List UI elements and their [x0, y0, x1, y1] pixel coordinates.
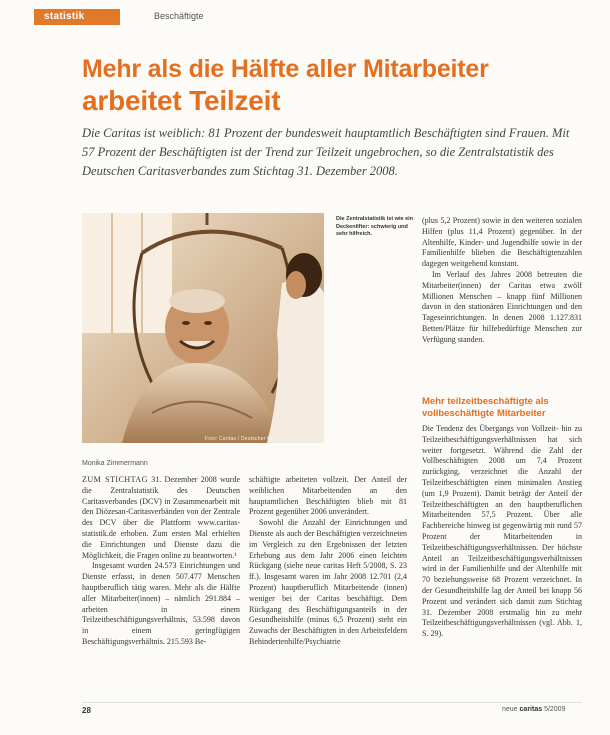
body-paragraph: Im Verlauf des Jahres 2008 betreuten die Mitarbeiter(innen) der Caritas etwa zwölf Millionen Menschen – knapp fünf Millionen davon in den stationären Einrichtungen und den Tageseinrichtungen. In denen 2008 1.127.831 Betten/Plätze für hilfebedürftige Menschen zur Verfügung standen.	[422, 269, 582, 344]
body-column-3-bottom	[422, 424, 582, 640]
photo-illustration	[82, 213, 324, 443]
article-subheading: Mehr teilzeitbeschäftigte als vollbeschäftigte Mitarbeiter	[422, 396, 549, 419]
author-name: Monika Zimmermann	[82, 460, 148, 467]
page-number: 28	[82, 706, 91, 715]
brand-prefix: neue	[502, 706, 518, 713]
lead-in-caps: ZUM STICHTAG	[82, 475, 148, 484]
section-label: Beschäftigte	[154, 11, 204, 21]
body-paragraph: schäftigte arbeiteten vollzeit. Der Anteil der weiblichen Mitarbeitenden an den hauptamtlichen Beschäftigten blieb mit 81 Prozent gegenüber 2006 unverändert.	[249, 475, 407, 517]
brand-name: caritas	[519, 706, 543, 713]
footer-brand	[502, 706, 565, 713]
body-column-1	[82, 475, 240, 648]
paragraph-text: 31. Dezember 2008 wurde die Zentralstatistik des Deutschen Caritasverbandes (DCV) in Zusammenarbeit mit den Diözesan-Caritasverbänden von der Zentrale des DCV über die Plattform www.caritas-statistik.de erhoben. Zum ersten Mal erhielten die Einrichtungen und Dienste dazu die Möglichkeit, die Fragen online zu beantworten.¹	[82, 475, 240, 560]
photo-caption: Die Zentralstatistik ist wie ein Deckenlifter: schwierig und sehr hilfreich.	[336, 216, 414, 237]
issue-number: 5/2009	[544, 706, 566, 713]
photo-credit: Foto: Caritas / Deutscher Caritasverband	[205, 436, 304, 442]
body-paragraph: Die Tendenz des Übergangs von Vollzeit- hin zu Teilzeitbeschäftigungsverhältnissen hat sich weiter fortgesetzt. Während die Zahl der Vollbeschäftigten 2008 um 7,4 Prozent zurückging, verzeichnet die Anzahl der Teilzeitbeschäftigten einen minimalen Anstieg (um 1,9 Prozent). Damit beträgt der Anteil der Teilzeitbeschäftigten an den hauptberuflichen Mitarbeitenden 57,5 Prozent. Über alle Fachbereiche hinweg ist gegenwärtig mit rund 57 Prozent der Mitarbeitenden in Teilzeitbeschäftigungsverhältnissen. Der höchste Anteil an Teilzeitbeschäftigungsverhältnissen wird in der Familienhilfe und der Altenhilfe mit 70 beziehungsweise 68 Prozent verzeichnet. In der Gesundheitshilfe lag der Anteil bei knapp 56 Prozent und verändert sich damit zum Stichtag 31. Dezember 2008 erstmalig hin zu mehr Teilzeitbeschäftigungsverhältnissen (vgl. Abb. 1, S. 29).	[422, 424, 582, 639]
headline-line-2: arbeitet Teilzeit	[82, 85, 281, 116]
headline-line-1: Mehr als die Hälfte aller Mitarbeiter	[82, 55, 489, 83]
body-paragraph	[82, 475, 240, 561]
article-headline	[82, 54, 592, 116]
article-lead: Die Caritas ist weiblich: 81 Prozent der bundesweit hauptamtlich Beschäftigten sind Frauen. Mit 57 Prozent der Beschäftigten ist der Trend zur Teilzeit ungebrochen, so die Zentralstatistik des Deutschen Caritasverbandes zum Stichtag 31. Dezember 2008.	[82, 126, 570, 178]
body-paragraph: Sowohl die Anzahl der Einrichtungen und Dienste als auch der Beschäftigten verzeichneten im Vergleich zu den Ergebnissen der letzten Erhebung aus dem Jahr 2006 einen leichten Rückgang (siehe neue caritas Heft 5/2008, S. 23 ff.). Insgesamt waren im Jahr 2008 12.701 (2,4 Prozent) hauptberuflich Mitarbeitende (innen) weniger bei der Caritas beschäftigt. Dem Rückgang des Beschäftigungsanteils in der Gesundheitshilfe (minus 6,5 Prozent) steht ein Zuwachs der Beschäftigten in den Arbeitsfeldern Behindertenhilfe/Psychiatrie	[249, 518, 407, 646]
section-tab: statistik	[34, 9, 120, 25]
body-paragraph: (plus 5,2 Prozent) sowie in den weiteren sozialen Hilfen (plus 11,4 Prozent) gegenüber. In der Altenhilfe, Kinder- und Jugendhilfe sowie in der Familienhilfe blieben die Beschäftigtenzahlen dagegen weitgehend konstant.	[422, 216, 582, 269]
body-column-3-top	[422, 216, 582, 346]
body-column-2	[249, 475, 407, 648]
article-photo	[82, 213, 324, 443]
footer-divider	[82, 702, 582, 703]
body-paragraph: Insgesamt wurden 24.573 Einrichtungen und Dienste erfasst, in denen 507.477 Menschen hauptberuflich tätig waren. Mehr als die Hälfte aller Mitarbeiter(innen) – nämlich 291.884 – arbeiten in einem Teilzeitbeschäftigungsverhältnis, 53.598 davon in einem geringfügigen Beschäftigungsverhältnis. 215.593 Be-	[82, 561, 240, 646]
